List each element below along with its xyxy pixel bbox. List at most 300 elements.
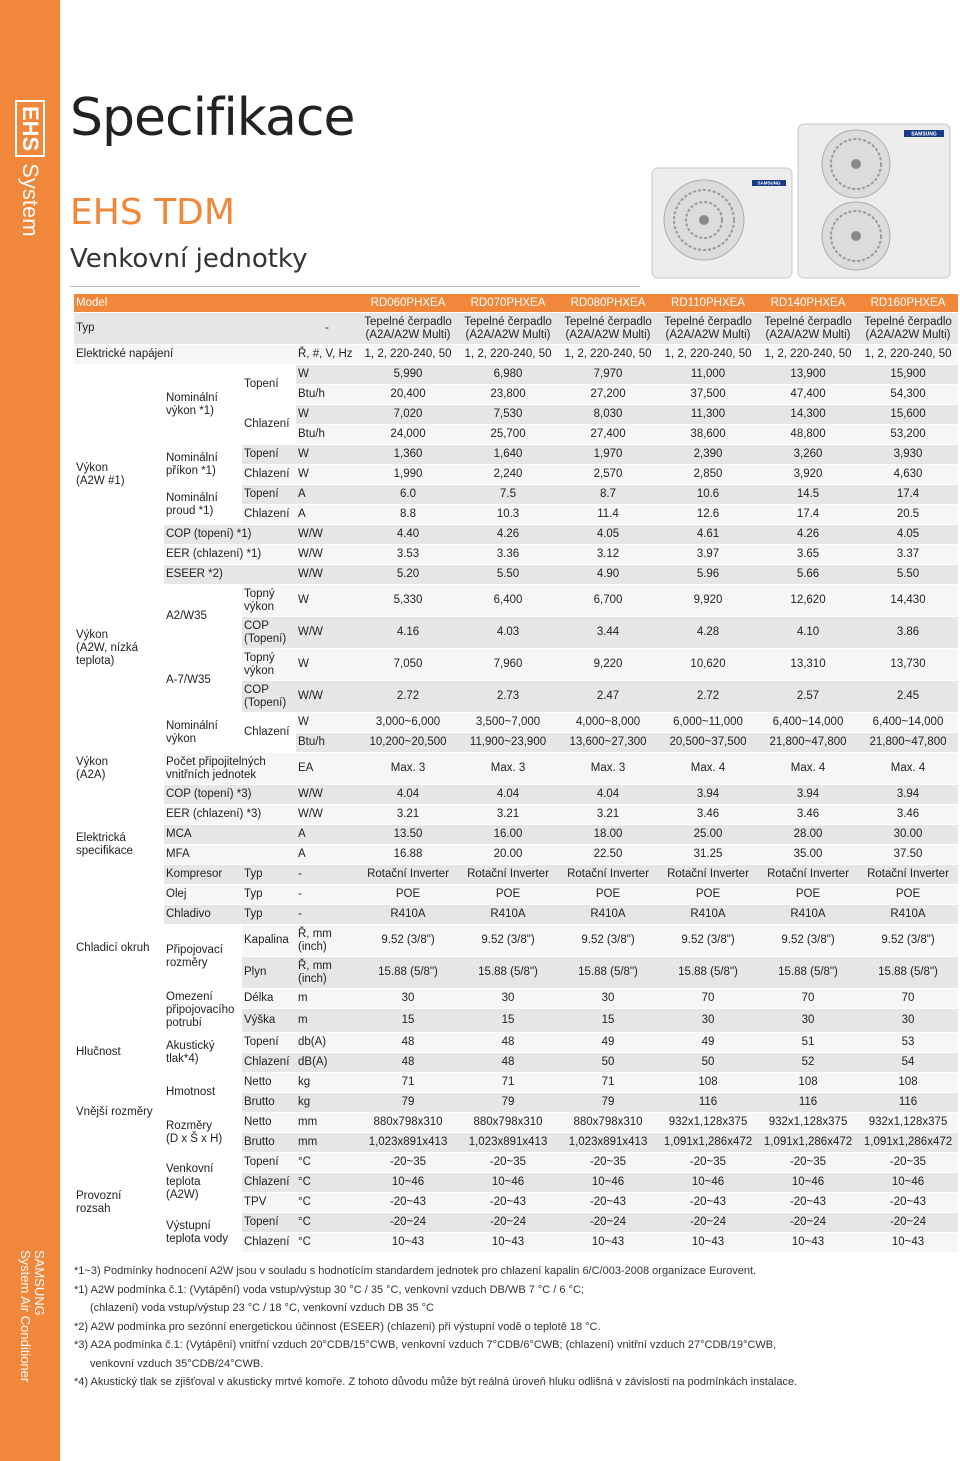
value-cell: 15.88 (5/8") [758, 957, 858, 989]
value-cell: 3.21 [458, 805, 558, 825]
footnote: *4) Akustický tlak se zjišťoval v akusticky mrtvé komoře. Z tohoto důvodu může být reálná úroveň hluku odlišná v závislosti na podmínkách instalace. [74, 1376, 798, 1388]
value-cell: 4.04 [358, 785, 458, 805]
small-unit-brand: SAMSUNG [757, 180, 781, 186]
unit-cell: Btu/h [296, 733, 358, 753]
value-cell: 15 [458, 1009, 558, 1033]
table-row [74, 365, 958, 385]
mode-label: Chlazení [242, 505, 296, 525]
value-cell: 2.45 [858, 681, 958, 713]
value-cell: 30 [858, 1009, 958, 1033]
sub-label: Nominální proud *1) [164, 485, 242, 525]
value-cell: 9.52 (3/8") [658, 925, 758, 957]
value-cell: -20~43 [758, 1193, 858, 1213]
mode-label: Netto [242, 1113, 296, 1133]
value-cell: 3.86 [858, 617, 958, 649]
value-cell: POE [658, 885, 758, 905]
value-cell: 8,030 [558, 405, 658, 425]
unit-cell: db(A) [296, 1033, 358, 1053]
value-cell: 880x798x310 [458, 1113, 558, 1133]
value-cell: R410A [358, 905, 458, 925]
value-cell: 31.25 [658, 845, 758, 865]
value-cell: 1, 2, 220-240, 50 [758, 345, 858, 365]
table-row [74, 345, 958, 365]
value-cell: Max. 4 [858, 753, 958, 785]
row-label: EER (chlazení) *1) [164, 545, 296, 565]
table-row [74, 805, 958, 825]
table-row [74, 649, 958, 681]
unit-cell: kg [296, 1093, 358, 1113]
sub-label: Omezení připojovacího potrubí [164, 989, 242, 1033]
value-cell: 2,570 [558, 465, 658, 485]
value-cell: 49 [658, 1033, 758, 1053]
table-row [74, 905, 958, 925]
value-cell: 70 [658, 989, 758, 1009]
unit-cell: EA [296, 753, 358, 785]
value-cell: 3.65 [758, 545, 858, 565]
value-cell: 13,600~27,300 [558, 733, 658, 753]
value-cell: 47,400 [758, 385, 858, 405]
model-name: RD060PHXEA [358, 294, 458, 313]
table-row [74, 525, 958, 545]
value-cell: 10~43 [458, 1233, 558, 1253]
value-cell: 10,620 [658, 649, 758, 681]
unit-cell: Ř, #, V, Hz [296, 345, 358, 365]
value-cell: 8.8 [358, 505, 458, 525]
value-cell: 4.04 [458, 785, 558, 805]
table-row [74, 845, 958, 865]
row-label: EER (chlazení) *3) [164, 805, 296, 825]
value-cell: 11,300 [658, 405, 758, 425]
value-cell: -20~35 [758, 1153, 858, 1173]
value-cell: 4.05 [858, 525, 958, 545]
value-cell: 6,400~14,000 [858, 713, 958, 733]
value-cell: 3,920 [758, 465, 858, 485]
value-cell: 3.36 [458, 545, 558, 565]
model-name: RD140PHXEA [758, 294, 858, 313]
value-cell: 24,000 [358, 425, 458, 445]
value-cell: 116 [658, 1093, 758, 1113]
value-cell: 15 [558, 1009, 658, 1033]
value-cell: 70 [858, 989, 958, 1009]
value-cell: 116 [758, 1093, 858, 1113]
value-cell: 6,400 [458, 585, 558, 617]
value-cell: 10~46 [658, 1173, 758, 1193]
table-header-row [74, 294, 958, 313]
mode-label: Chlazení [242, 1233, 296, 1253]
value-cell: 4.05 [558, 525, 658, 545]
value-cell: 11,000 [658, 365, 758, 385]
table-row [74, 565, 958, 585]
sidebar [0, 0, 60, 1461]
value-cell: 79 [558, 1093, 658, 1113]
unit-cell: - [296, 905, 358, 925]
sidebar-system-text: System [18, 163, 43, 237]
header-model-label: Model [74, 294, 358, 313]
value-cell: 10~43 [658, 1233, 758, 1253]
table-row [74, 1073, 958, 1093]
value-cell: 880x798x310 [558, 1113, 658, 1133]
model-name: RD080PHXEA [558, 294, 658, 313]
mode-label: Topení [242, 1153, 296, 1173]
value-cell: 49 [558, 1033, 658, 1053]
table-row [74, 445, 958, 465]
group-label: Výkon (A2W, nízká teplota) [74, 585, 164, 713]
value-cell: -20~24 [458, 1213, 558, 1233]
value-cell: Rotační Inverter [858, 865, 958, 885]
row-label: Olej [164, 885, 242, 905]
value-cell: 9,220 [558, 649, 658, 681]
value-cell: 20.5 [858, 505, 958, 525]
large-unit-brand: SAMSUNG [911, 131, 937, 138]
value-cell: 9.52 (3/8") [558, 925, 658, 957]
value-cell: 1,970 [558, 445, 658, 465]
value-cell: 48 [458, 1033, 558, 1053]
value-cell: 12.6 [658, 505, 758, 525]
value-cell: 3.21 [558, 805, 658, 825]
value-cell: 13.50 [358, 825, 458, 845]
value-cell: Tepelné čerpadlo (A2A/A2W Multi) [558, 313, 658, 345]
value-cell: -20~35 [358, 1153, 458, 1173]
page-subtitle: EHS TDM [70, 192, 235, 233]
value-cell: 50 [558, 1053, 658, 1073]
unit-cell: W/W [296, 545, 358, 565]
value-cell: 23,800 [458, 385, 558, 405]
value-cell: 15.88 (5/8") [558, 957, 658, 989]
value-cell: 52 [758, 1053, 858, 1073]
value-cell: 3.21 [358, 805, 458, 825]
sub-label: Nominální výkon [164, 713, 242, 753]
value-cell: 70 [758, 989, 858, 1009]
value-cell: 48 [358, 1033, 458, 1053]
value-cell: 10.6 [658, 485, 758, 505]
value-cell: 6,980 [458, 365, 558, 385]
value-cell: 4,000~8,000 [558, 713, 658, 733]
unit-cell: Btu/h [296, 425, 358, 445]
value-cell: 5.20 [358, 565, 458, 585]
value-cell: 3.94 [858, 785, 958, 805]
value-cell: R410A [558, 905, 658, 925]
product-image [648, 120, 953, 280]
table-row [74, 785, 958, 805]
sub-label: Připojovací rozměry [164, 925, 242, 989]
value-cell: 108 [858, 1073, 958, 1093]
row-label: COP (topení) *1) [164, 525, 296, 545]
value-cell: 5,330 [358, 585, 458, 617]
value-cell: 1, 2, 220-240, 50 [558, 345, 658, 365]
value-cell: 10~46 [758, 1173, 858, 1193]
value-cell: 1,023x891x413 [458, 1133, 558, 1153]
divider [70, 286, 640, 287]
value-cell: 3.37 [858, 545, 958, 565]
value-cell: 1,091x1,286x472 [858, 1133, 958, 1153]
value-cell: 48 [458, 1053, 558, 1073]
value-cell: POE [458, 885, 558, 905]
spec-table [74, 294, 958, 1253]
group-label: Výkon (A2W #1) [74, 365, 164, 585]
value-cell: 17.4 [858, 485, 958, 505]
value-cell: 3.46 [658, 805, 758, 825]
value-cell: POE [358, 885, 458, 905]
value-cell: 16.00 [458, 825, 558, 845]
value-cell: R410A [758, 905, 858, 925]
unit-cell: W [296, 465, 358, 485]
value-cell: 13,730 [858, 649, 958, 681]
value-cell: 14.5 [758, 485, 858, 505]
value-cell: 3.97 [658, 545, 758, 565]
value-cell: 6.0 [358, 485, 458, 505]
value-cell: -20~24 [658, 1213, 758, 1233]
group-label: Výkon (A2A) [74, 713, 164, 825]
mode-label: TPV [242, 1193, 296, 1213]
value-cell: 20.00 [458, 845, 558, 865]
table-row [74, 545, 958, 565]
value-cell: 932x1,128x375 [658, 1113, 758, 1133]
value-cell: Tepelné čerpadlo (A2A/A2W Multi) [758, 313, 858, 345]
value-cell: 71 [458, 1073, 558, 1093]
row-label: Typ [74, 313, 296, 345]
unit-cell: W/W [296, 617, 358, 649]
value-cell: 79 [458, 1093, 558, 1113]
mode-label: Chlazení [242, 713, 296, 753]
table-row [74, 865, 958, 885]
value-cell: Rotační Inverter [558, 865, 658, 885]
value-cell: 5.50 [458, 565, 558, 585]
value-cell: POE [858, 885, 958, 905]
value-cell: 2,850 [658, 465, 758, 485]
samsung-label: SAMSUNG [32, 1250, 47, 1316]
footnote: (chlazení) voda vstup/výstup 23 °C / 18 °C, venkovní vzduch DB 35 °C [90, 1302, 434, 1314]
page-title: Specifikace [70, 88, 355, 148]
unit-cell: mm [296, 1133, 358, 1153]
value-cell: 10~43 [758, 1233, 858, 1253]
mode-label: Topení [242, 1033, 296, 1053]
model-name: RD160PHXEA [858, 294, 958, 313]
row-label: ESEER *2) [164, 565, 296, 585]
value-cell: 2,240 [458, 465, 558, 485]
value-cell: 22.50 [558, 845, 658, 865]
value-cell: 3.12 [558, 545, 658, 565]
value-cell: 15.88 (5/8") [358, 957, 458, 989]
value-cell: 3.94 [758, 785, 858, 805]
value-cell: Tepelné čerpadlo (A2A/A2W Multi) [858, 313, 958, 345]
value-cell: 35.00 [758, 845, 858, 865]
unit-cell: Btu/h [296, 385, 358, 405]
value-cell: 21,800~47,800 [758, 733, 858, 753]
value-cell: 3.46 [858, 805, 958, 825]
value-cell: 7,530 [458, 405, 558, 425]
value-cell: 10~46 [458, 1173, 558, 1193]
mode-label: Chlazení [242, 1173, 296, 1193]
value-cell: -20~24 [358, 1213, 458, 1233]
row-label: MCA [164, 825, 296, 845]
value-cell: 7.5 [458, 485, 558, 505]
value-cell: -20~43 [858, 1193, 958, 1213]
row-label: Počet připojitelných vnitřních jednotek [164, 753, 296, 785]
sub-label: Nominální výkon *1) [164, 365, 242, 445]
value-cell: 18.00 [558, 825, 658, 845]
value-cell: 4.03 [458, 617, 558, 649]
sub-label: Rozměry (D x Š x H) [164, 1113, 242, 1153]
section-title: Venkovní jednotky [70, 244, 308, 274]
row-label: Kompresor [164, 865, 242, 885]
group-label: Elektrická specifikace [74, 825, 164, 865]
value-cell: 1,023x891x413 [558, 1133, 658, 1153]
value-cell: -20~43 [658, 1193, 758, 1213]
value-cell: 30 [458, 989, 558, 1009]
mode-label: Chlazení [242, 465, 296, 485]
sub-label: A-7/W35 [164, 649, 242, 713]
value-cell: 10~46 [558, 1173, 658, 1193]
group-label: Hlučnost [74, 1033, 164, 1073]
value-cell: 2,390 [658, 445, 758, 465]
value-cell: 10,200~20,500 [358, 733, 458, 753]
value-cell: 48,800 [758, 425, 858, 445]
value-cell: 30.00 [858, 825, 958, 845]
value-cell: 20,500~37,500 [658, 733, 758, 753]
mode-label: Topení [242, 1213, 296, 1233]
value-cell: Rotační Inverter [758, 865, 858, 885]
value-cell: 10~43 [558, 1233, 658, 1253]
value-cell: 37,500 [658, 385, 758, 405]
mode-label: Topení [242, 365, 296, 405]
value-cell: 4.10 [758, 617, 858, 649]
sub-label: A2/W35 [164, 585, 242, 649]
value-cell: 71 [358, 1073, 458, 1093]
value-cell: 1,990 [358, 465, 458, 485]
value-cell: 54,300 [858, 385, 958, 405]
value-cell: 1,091x1,286x472 [758, 1133, 858, 1153]
mode-label: Brutto [242, 1133, 296, 1153]
unit-cell: °C [296, 1173, 358, 1193]
value-cell: -20~35 [658, 1153, 758, 1173]
group-label: Provozní rozsah [74, 1153, 164, 1253]
value-cell: 1, 2, 220-240, 50 [858, 345, 958, 365]
value-cell: 7,050 [358, 649, 458, 681]
unit-cell: A [296, 825, 358, 845]
value-cell: 21,800~47,800 [858, 733, 958, 753]
value-cell: R410A [458, 905, 558, 925]
table-row [74, 1213, 958, 1233]
value-cell: 15.88 (5/8") [858, 957, 958, 989]
table-row [74, 925, 958, 957]
value-cell: 9.52 (3/8") [858, 925, 958, 957]
mode-label: Topení [242, 445, 296, 465]
footnote: *2) A2W podmínka pro sezónní energetickou účinnost (ESEER) (chlazení) při výstupní vodě o teplotě 18 °C. [74, 1320, 601, 1333]
value-cell: 5.50 [858, 565, 958, 585]
value-cell: 53,200 [858, 425, 958, 445]
unit-cell: °C [296, 1213, 358, 1233]
value-cell: -20~43 [358, 1193, 458, 1213]
value-cell: 1,023x891x413 [358, 1133, 458, 1153]
value-cell: 38,600 [658, 425, 758, 445]
value-cell: 71 [558, 1073, 658, 1093]
row-label: MFA [164, 845, 296, 865]
mode-label: Chlazení [242, 405, 296, 445]
mode-label: Topení [242, 485, 296, 505]
value-cell: 1, 2, 220-240, 50 [658, 345, 758, 365]
value-cell: 7,960 [458, 649, 558, 681]
footnote: *3) A2A podmínka č.1: (Vytápění) vnitřní vzduch 20°CDB/15°CWB, venkovní vzduch 7°CDB/6°CWB; (chlazení) vnitřní vzduch 27°CDB/19°CWB, [74, 1339, 777, 1351]
table-row [74, 585, 958, 617]
value-cell: 10~46 [358, 1173, 458, 1193]
unit-cell: W [296, 365, 358, 385]
sub-label: Venkovní teplota (A2W) [164, 1153, 242, 1213]
value-cell: -20~24 [858, 1213, 958, 1233]
value-cell: Tepelné čerpadlo (A2A/A2W Multi) [358, 313, 458, 345]
value-cell: 54 [858, 1053, 958, 1073]
value-cell: Max. 3 [558, 753, 658, 785]
value-cell: Max. 4 [758, 753, 858, 785]
value-cell: 4.61 [658, 525, 758, 545]
value-cell: 11.4 [558, 505, 658, 525]
value-cell: 30 [758, 1009, 858, 1033]
unit-cell: W/W [296, 785, 358, 805]
value-cell: 4.04 [558, 785, 658, 805]
value-cell: POE [758, 885, 858, 905]
large-unit [798, 124, 950, 278]
value-cell: POE [558, 885, 658, 905]
sidebar-footer [6, 1250, 54, 1390]
value-cell: 20,400 [358, 385, 458, 405]
mode-label: Topný výkon [242, 649, 296, 681]
table-row [74, 825, 958, 845]
value-cell: Tepelné čerpadlo (A2A/A2W Multi) [658, 313, 758, 345]
value-cell: 9.52 (3/8") [358, 925, 458, 957]
value-cell: 8.7 [558, 485, 658, 505]
group-label: Chladicí okruh [74, 865, 164, 1033]
row-label: Elektrické napájení [74, 345, 296, 365]
mode-label: Chlazení [242, 1053, 296, 1073]
value-cell: 5.96 [658, 565, 758, 585]
footnote: *1~3) Podmínky hodnocení A2W jsou v souladu s hodnotícím standardem jednotek pro chlazení kapalin 6/C/003-2008 organizace Eurovent. [74, 1265, 757, 1277]
value-cell: 4.28 [658, 617, 758, 649]
value-cell: 3,930 [858, 445, 958, 465]
value-cell: Rotační Inverter [458, 865, 558, 885]
unit-cell: m [296, 989, 358, 1009]
mode-label: Typ [242, 865, 296, 885]
unit-cell: kg [296, 1073, 358, 1093]
value-cell: 108 [758, 1073, 858, 1093]
value-cell: 10.3 [458, 505, 558, 525]
value-cell: 3.46 [758, 805, 858, 825]
value-cell: 9.52 (3/8") [458, 925, 558, 957]
sub-label: Výstupní teplota vody [164, 1213, 242, 1253]
table-row [74, 1033, 958, 1053]
value-cell: 15,900 [858, 365, 958, 385]
value-cell: 14,300 [758, 405, 858, 425]
value-cell: 2.47 [558, 681, 658, 713]
table-row [74, 989, 958, 1009]
value-cell: 1, 2, 220-240, 50 [458, 345, 558, 365]
value-cell: 1,360 [358, 445, 458, 465]
sac-label: System Air Conditioner [18, 1250, 33, 1383]
value-cell: 50 [658, 1053, 758, 1073]
value-cell: 116 [858, 1093, 958, 1113]
value-cell: 30 [658, 1009, 758, 1033]
value-cell: 48 [358, 1053, 458, 1073]
mode-label: COP (Topení) [242, 681, 296, 713]
value-cell: 2.72 [358, 681, 458, 713]
value-cell: 7,020 [358, 405, 458, 425]
unit-cell: Ř, mm (inch) [296, 925, 358, 957]
value-cell: 10~46 [858, 1173, 958, 1193]
unit-cell: W [296, 445, 358, 465]
unit-cell: W [296, 649, 358, 681]
mode-label: Topný výkon [242, 585, 296, 617]
unit-cell: W/W [296, 565, 358, 585]
unit-cell: °C [296, 1233, 358, 1253]
mode-label: Brutto [242, 1093, 296, 1113]
